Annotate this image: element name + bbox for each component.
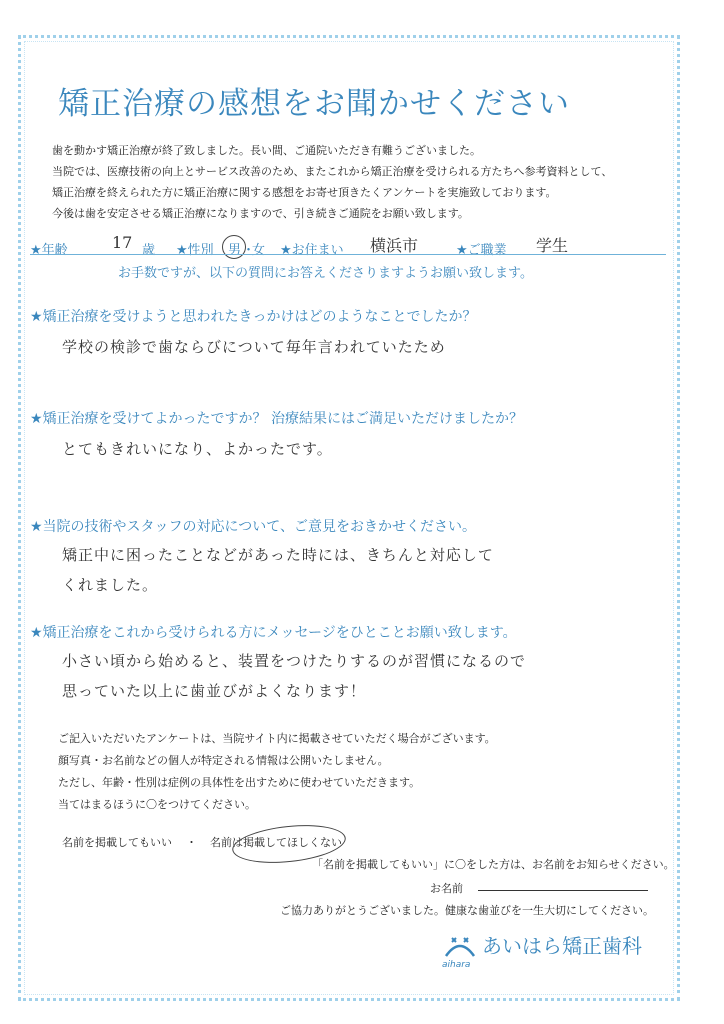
answer-1[interactable] <box>62 332 446 362</box>
question-3: ★当院の技術やスタッフの対応について、ご意見をおきかせください。 <box>30 519 476 535</box>
intro-line: 今後は歯を安定させる矯正治療になりますので、引き続きご通院をお願い致します。 <box>52 207 469 220</box>
logo-icon <box>442 926 478 962</box>
address-label: ★お住まい <box>280 243 344 258</box>
gender-female[interactable]: 女 <box>252 243 266 258</box>
privacy-notes <box>58 728 496 816</box>
gender-male[interactable]: 男 <box>228 243 242 258</box>
clinic-logo <box>440 924 660 972</box>
note-line: ご記入いただいたアンケートは、当院サイト内に掲載させていただく場合がございます。 <box>58 732 496 745</box>
intro-line: 当院では、医療技術の向上とサービス改善のため、またこれから矯正治療を受けられる方たちへ参考資料として、 <box>52 165 613 178</box>
option-separator: ・ <box>186 836 197 849</box>
address-value[interactable]: 横浜市 <box>370 236 419 255</box>
age-label: ★年齢 <box>30 243 68 258</box>
gender-label: ★性別 <box>176 243 214 258</box>
note-line: 顔写真・お名前などの個人が特定される情報は公開いたしません。 <box>58 754 389 767</box>
gender-separator: ・ <box>242 243 256 258</box>
thanks-message: ご協力ありがとうございました。健康な歯並びを一生大切にしてください。 <box>280 904 654 917</box>
instruction-text: お手数ですが、以下の質問にお答えくださりますようお願い致します。 <box>118 266 533 281</box>
job-label: ★ご職業 <box>456 243 507 258</box>
answer-2[interactable] <box>62 434 333 464</box>
clinic-subname: aihara <box>442 960 471 970</box>
question-1: ★矯正治療を受けようと思われたきっかけはどのようなことでしたか？ <box>30 309 477 325</box>
job-value[interactable]: 学生 <box>536 236 569 255</box>
option-publish-name[interactable]: 名前を掲載してもいい <box>62 836 172 849</box>
option-no-publish-name[interactable]: 名前は掲載してほしくない <box>210 836 342 849</box>
answer-line: 思っていた以上に歯並びがよくなります！ <box>62 682 367 700</box>
question-4: ★矯正治療をこれから受けられる方にメッセージをひとことお願い致します。 <box>30 625 517 641</box>
age-value[interactable]: 17 <box>112 233 133 252</box>
profile-underline <box>30 254 666 255</box>
intro-line: 矯正治療を終えられた方に矯正治療に関する感想をお寄せ頂きたくアンケートを実施致しております。 <box>52 186 557 199</box>
name-input-line[interactable] <box>478 890 648 891</box>
answer-line: 学校の検診で歯ならびについて毎年言われていたため <box>62 338 446 356</box>
name-label: お名前 <box>430 882 463 895</box>
consent-note: 「名前を掲載してもいい」に〇をした方は、お名前をお知らせください。 <box>312 858 675 871</box>
question-2: ★矯正治療を受けてよかったですか？ 治療結果にはご満足いただけましたか？ <box>30 411 523 427</box>
answer-4[interactable] <box>62 646 526 706</box>
answer-line: 小さい頃から始めると、装置をつけたりするのが習慣になるので <box>62 652 527 670</box>
intro-text <box>52 140 612 224</box>
answer-line: くれました。 <box>62 576 159 594</box>
note-line: 当てはまるほうに〇をつけてください。 <box>58 798 256 811</box>
intro-line: 歯を動かす矯正治療が終了致しました。長い間、ご通院いただき有難うございました。 <box>52 144 481 157</box>
clinic-name: あいはら矯正歯科 <box>482 934 642 958</box>
answer-line: とてもきれいになり、よかったです。 <box>62 440 333 458</box>
answer-3[interactable] <box>62 540 494 600</box>
age-unit: 歳 <box>142 243 156 258</box>
note-line: ただし、年齢・性別は症例の具体性を出すために使わせていただきます。 <box>58 776 421 789</box>
page-title: 矯正治療の感想をお聞かせください <box>58 86 570 122</box>
answer-line: 矯正中に困ったことなどがあった時には、きちんと対応して <box>62 546 494 564</box>
